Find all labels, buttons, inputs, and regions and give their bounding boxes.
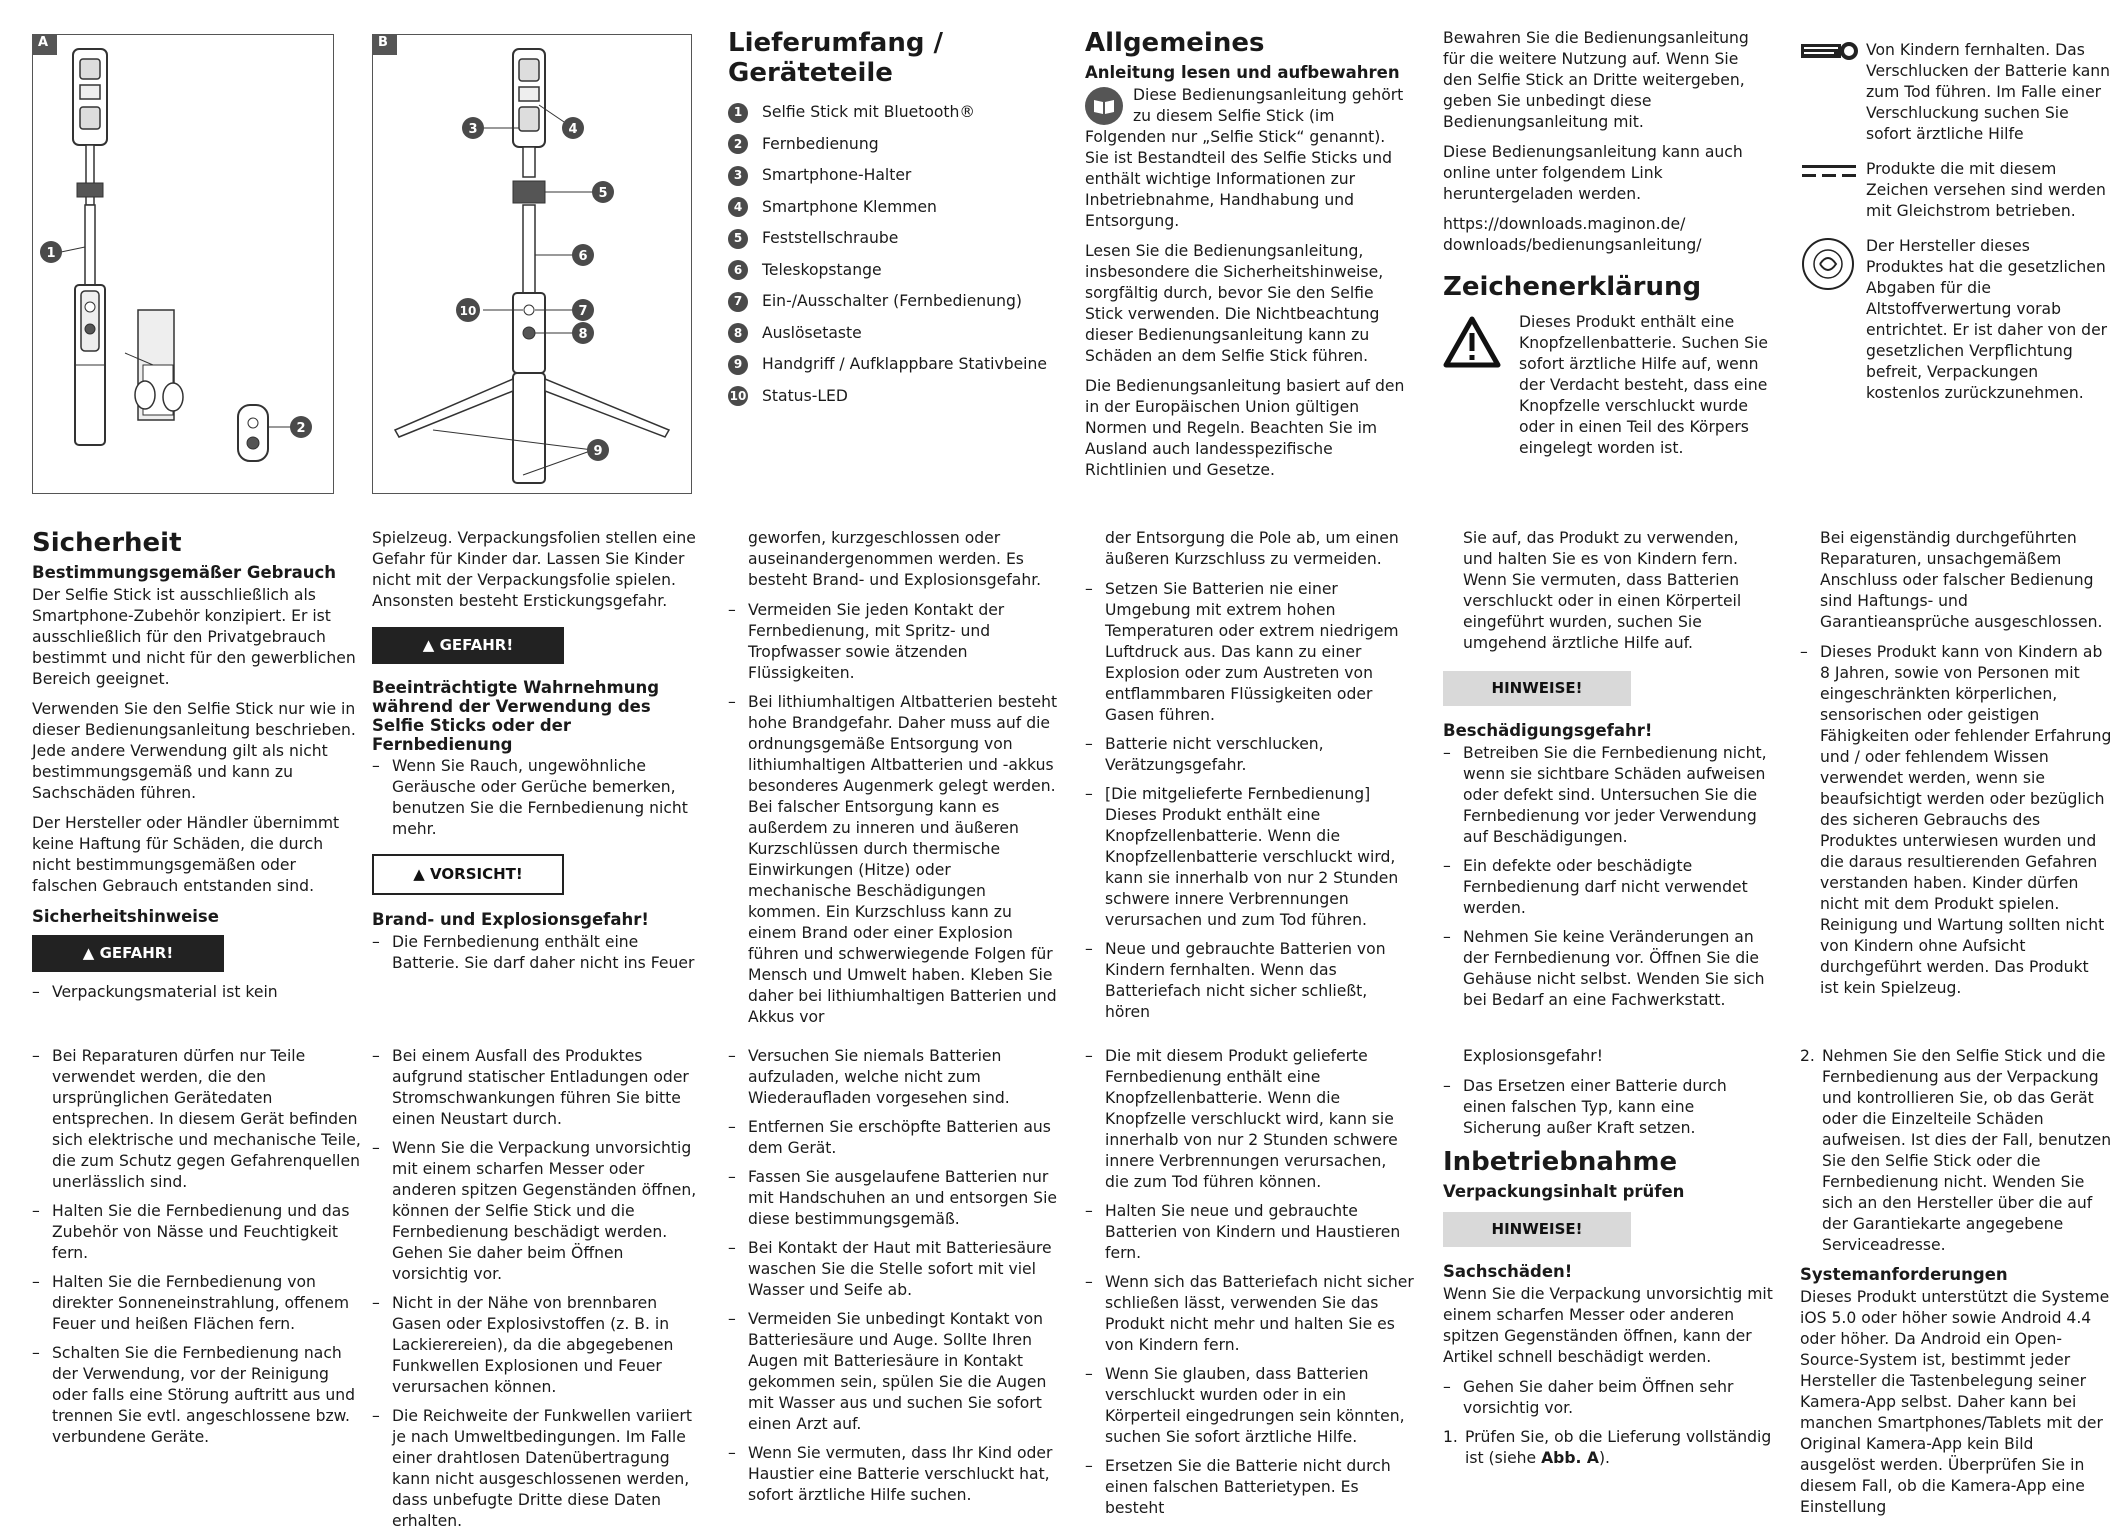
list xyxy=(32,982,362,1003)
list-item: – Wenn sich das Batteriefach nicht sicher schließen lässt, verwenden Sie das Produkt nicht mehr und halten Sie es von Kindern fern. xyxy=(1085,1272,1415,1356)
list-item: – Vermeiden Sie jeden Kontakt der Fernbedienung, mit Spritz- und Tropfwasser sowie ätzenden Flüssigkeiten. xyxy=(728,600,1058,684)
vorsicht-label: VORSICHT! xyxy=(430,865,523,883)
row2-col2 xyxy=(372,528,702,982)
paragraph: geworfen, kurzgeschlossen oder auseinandergenommen werden. Es besteht Brand- und Explosionsgefahr. xyxy=(748,529,1042,589)
zeichen-text: Dieses Produkt enthält eine Knopfzellenbatterie. Suchen Sie sofort ärztliche Hilfe auf, wenn der Verdacht besteht, dass eine Knopfzelle verschluckt wurde oder in einen Teil des Körpers eingelegt worden ist. xyxy=(1519,313,1768,457)
parts-list xyxy=(728,102,1068,407)
part-number: 1 xyxy=(728,103,748,123)
row3-col4 xyxy=(1085,1046,1415,1527)
list-item xyxy=(728,165,1068,186)
hinweise-badge: HINWEISE! xyxy=(1443,671,1631,706)
part-label: Smartphone-Halter xyxy=(762,166,912,184)
step-text: Prüfen Sie, ob die Lieferung vollständig ist (siehe xyxy=(1465,1428,1772,1467)
paragraph: Sie auf, das Produkt zu verwenden, und halten Sie es von Kindern fern. Wenn Sie vermuten, dass Batterien verschluckt oder in einen Körperteil eingeführt wurden, suchen Sie umgehend ärztliche Hilfe auf. xyxy=(1463,529,1742,652)
list-item: – Halten Sie die Fernbedienung und das Zubehör von Nässe und Feuchtigkeit fern. xyxy=(32,1201,362,1264)
allgemeines-paragraph-2: Lesen Sie die Bedienungsanleitung, insbesondere die Sicherheitshinweise, sorgfältig durch, bevor Sie den Selfie Stick verwenden. Die Nichtbeachtung dieser Bedienungsanleitung kann zu Schäden an dem Selfie Stick führen. xyxy=(1085,242,1384,365)
list-item: – Neue und gebrauchte Batterien von Kindern fernhalten. Wenn das Batteriefach nicht sicher schließt, hören xyxy=(1085,939,1415,1023)
list-item: – Ersetzen Sie die Batterie nicht durch einen falschen Batterietypen. Es besteht xyxy=(1085,1456,1415,1519)
list-item: – Verpackungsmaterial ist kein xyxy=(32,982,362,1003)
list-item: – Die Fernbedienung enthält eine Batterie. Sie darf daher nicht ins Feuer xyxy=(372,932,702,974)
part-number: 2 xyxy=(728,134,748,154)
sicherheit-title: Sicherheit xyxy=(32,528,182,558)
list-item: – Dieses Produkt kann von Kindern ab 8 Jahren, sowie von Personen mit eingeschränkten körperlichen, sensorischen oder geistigen Fähigkeiten oder fehlender Erfahrung und / oder fehlendem Wissen verwendet werden, wenn sie beaufsichtigt werden oder bezüglich des sicheren Gebrauchs des Produktes unterwiesen wurden und die daraus resultierenden Gefahren verstanden haben. Kinder dürfen nicht mit dem Produkt spielen. Reinigung und Wartung sollten nicht von Kindern ohne Aufsicht durchgeführt werden. Das Produkt ist kein Spielzeug. xyxy=(1800,642,2112,999)
allgemeines-section xyxy=(1085,28,1405,490)
part-number: 4 xyxy=(728,197,748,217)
callout-4: 4 xyxy=(568,122,578,137)
selfie-stick-illustration-b xyxy=(373,35,691,493)
step-text-end: ). xyxy=(1598,1449,1610,1467)
step-item xyxy=(1800,1046,2112,1256)
row3-col1 xyxy=(32,1046,362,1456)
sicherheitshinweise-subtitle: Sicherheitshinweise xyxy=(32,907,219,926)
list-item: – Bei Reparaturen dürfen nur Teile verwendet werden, die den ursprünglichen Gerätedaten entsprechen. In diesem Gerät befinden sich elektrische und mechanische Teile, die zum Schutz gegen Gefahrenquellen unerlässlich sind. xyxy=(32,1046,362,1193)
list xyxy=(32,1046,362,1448)
part-label: Selfie Stick mit Bluetooth® xyxy=(762,103,975,121)
callout-10: 10 xyxy=(459,304,477,318)
paragraph: der Entsorgung die Pole ab, um einen äußeren Kurzschluss zu vermeiden. xyxy=(1105,529,1399,568)
list xyxy=(728,600,1058,1028)
list xyxy=(1800,642,2112,999)
list-item: – Wenn Sie glauben, dass Batterien verschluckt wurden oder in ein Körperteil eingedrungen sein könnten, suchen Sie sofort ärztliche Hilfe. xyxy=(1085,1364,1415,1448)
row2-col5 xyxy=(1443,528,1773,1019)
list xyxy=(728,1046,1058,1506)
paragraph: Der Hersteller oder Händler übernimmt keine Haftung für Schäden, die durch nicht bestimmungsgemäßen oder falschen Gebrauch entstanden sind. xyxy=(32,814,340,895)
list-item: – Bei Kontakt der Haut mit Batteriesäure waschen Sie die Stelle sofort mit viel Wasser und Seife ab. xyxy=(728,1238,1058,1301)
list-item: – Entfernen Sie erschöpfte Batterien aus dem Gerät. xyxy=(728,1117,1058,1159)
steps-list xyxy=(1800,1046,2112,1256)
symbols-section xyxy=(1800,40,2112,418)
allgemeines-paragraph-1 xyxy=(1085,85,1405,232)
list-item: – Bei lithiumhaltigen Altbatterien besteht hohe Brandgefahr. Daher muss auf die ordnungsgemäße Entsorgung von lithiumhaltigen Altbatterien und -akkus besonderes Augenmerk gelegt werden. Bei falscher Entsorgung kann es außerdem zu inneren und äußeren Kurzschlüssen durch thermische Einwirkungen (Hitze) oder mechanische Beschädigungen kommen. Ein Kurzschluss kann zu einem Brand oder einer Explosion führen und schwerwiegende Folgen für Mensch und Umwelt haben. Kleben Sie daher bei lithiumhaltigen Batterien und Akkus vor xyxy=(728,692,1058,1028)
part-number: 7 xyxy=(728,292,748,312)
list-item: – Bei einem Ausfall des Produktes aufgrund statischer Entladungen oder Stromschwankungen führen Sie bitte einen Neustart durch. xyxy=(372,1046,702,1130)
part-label: Fernbedienung xyxy=(762,134,879,153)
figure-a-label: A xyxy=(33,35,57,55)
list-item: – Schalten Sie die Fernbedienung nach der Verwendung, vor der Reinigung oder falls eine Störung auftritt aus und trennen Sie evtl. angeschlossene bzw. verbundene Geräte. xyxy=(32,1343,362,1448)
callout-6: 6 xyxy=(578,249,588,264)
callout-9: 9 xyxy=(593,444,603,459)
bewahren-section xyxy=(1443,28,1768,459)
gefahr-badge xyxy=(372,627,564,664)
symbol-text-3: Der Hersteller dieses Produktes hat die gesetzlichen Abgaben für die Altstoffverwertung vorab entrichtet. Er ist daher von der gesetzlichen Verpflichtung befreit, Verpackungen kostenlos zurückzunehmen. xyxy=(1866,237,2108,402)
figure-b xyxy=(372,34,692,494)
row2-col4 xyxy=(1085,528,1415,1031)
list-item: – Die mit diesem Produkt gelieferte Fernbedienung enthält eine Knopfzellenbatterie. Wenn die Knopfzelle verschluckt wird, kann sie innerhalb von nur 2 Stunden schwere innere Verbrennungen verursachen, die zum Tod führen können. xyxy=(1085,1046,1415,1193)
list-item: – Wenn Sie Rauch, ungewöhnliche Geräusche oder Gerüche bemerken, benutzen Sie die Fernbedienung nicht mehr. xyxy=(372,756,702,840)
list xyxy=(372,756,702,840)
callout-7: 7 xyxy=(578,304,588,319)
figure-a xyxy=(32,34,334,494)
part-number: 6 xyxy=(728,260,748,280)
gefahr-badge xyxy=(32,935,224,972)
row3-col5 xyxy=(1443,1046,1773,1477)
part-number: 10 xyxy=(728,386,748,406)
step-number: 1. xyxy=(1443,1428,1458,1446)
list-item xyxy=(728,134,1068,155)
row3-col3 xyxy=(728,1046,1058,1514)
part-label: Status-LED xyxy=(762,386,848,405)
verpackungsinhalt-subtitle: Verpackungsinhalt prüfen xyxy=(1443,1182,1685,1201)
symbol-entry-dc xyxy=(1800,159,2112,222)
step-text: Nehmen Sie den Selfie Stick und die Fernbedienung aus der Verpackung und kontrollieren Sie, ob das Gerät oder die Einzelteile Schäden aufweisen. Ist dies der Fall, benutzen Sie den Selfie Stick oder die Fernbedienung nicht. Wenden Sie sich an den Hersteller über die auf der Garantiekarte angegebene Serviceadresse. xyxy=(1822,1047,2112,1254)
list-item: – Wenn Sie die Verpackung unvorsichtig mit einem scharfen Messer oder anderen spitzen Gegenständen öffnen, können der Selfie Stick und die Fernbedienung beschädigt werden. Gehen Sie daher beim Öffnen vorsichtig vor. xyxy=(372,1138,702,1285)
part-label: Handgriff / Aufklappbare Stativbeine xyxy=(762,355,1047,373)
warning-triangle-icon xyxy=(1443,312,1519,459)
list xyxy=(1085,579,1415,1023)
part-label: Smartphone Klemmen xyxy=(762,197,937,216)
row2-col1 xyxy=(32,528,362,1011)
beschaedigung-subtitle: Beschädigungsgefahr! xyxy=(1443,721,1653,740)
list-item: – Setzen Sie Batterien nie einer Umgebung mit extrem hohen Temperaturen oder extrem niedrigem Luftdruck aus. Das kann zu einer Explosion oder zum Austreten von entflammbaren Flüssigkeiten oder Gasen führen. xyxy=(1085,579,1415,726)
list-item: – Versuchen Sie niemals Batterien aufzuladen, welche nicht zum Wiederaufladen vorgesehen sind. xyxy=(728,1046,1058,1109)
steps-list xyxy=(1443,1427,1773,1469)
paragraph: Verwenden Sie den Selfie Stick nur wie in dieser Bedienungsanleitung beschrieben. Jede andere Verwendung gilt als nicht bestimmungsgemäß und kann zu Sachschäden führen. xyxy=(32,700,356,802)
paragraph: Explosionsgefahr! xyxy=(1463,1047,1603,1065)
selfie-stick-illustration-a xyxy=(33,35,333,493)
list xyxy=(1443,1076,1773,1139)
callout-2: 2 xyxy=(296,421,306,436)
warning-icon: ▲ xyxy=(82,944,100,962)
zeichen-entry xyxy=(1443,312,1768,459)
callout-3: 3 xyxy=(468,122,478,137)
symbol-text-1: Von Kindern fernhalten. Das Verschlucken der Batterie kann zum Tod führen. Im Falle einer Verschluckung suchen Sie sofort ärztliche Hilfe xyxy=(1866,41,2111,143)
part-label: Feststellschraube xyxy=(762,229,899,247)
symbol-entry-recycling xyxy=(1800,236,2112,404)
hinweise-badge: HINWEISE! xyxy=(1443,1212,1631,1247)
allgemeines-title: Allgemeines xyxy=(1085,28,1265,58)
callout-5: 5 xyxy=(598,186,608,201)
list-item xyxy=(728,228,1068,249)
list-item xyxy=(728,260,1068,281)
zeichen-title: Zeichenerklärung xyxy=(1443,272,1702,302)
direct-current-icon xyxy=(1800,159,1866,187)
warning-icon: ▲ xyxy=(413,865,431,883)
lieferumfang-section xyxy=(728,28,1068,417)
list-item xyxy=(728,102,1068,123)
part-label: Ein-/Ausschalter (Fernbedienung) xyxy=(762,292,1022,310)
paragraph: Wenn Sie die Verpackung unvorsichtig mit einem scharfen Messer oder anderen spitzen Gegenständen öffnen, kann der Artikel schnell beschädigt werden. xyxy=(1443,1285,1773,1366)
list xyxy=(1443,743,1773,1011)
list-item xyxy=(728,291,1068,312)
paragraph: Dieses Produkt unterstützt die Systeme iOS 5.0 oder höher sowie Android 4.4 oder höher. Da Android ein Open-Source-System ist, bestimmt jeder Hersteller die Tastenbelegung seiner Kamera-App selbst. Daher kann bei manchen Smartphones/Tablets mit der Original Kamera-App kein Bild ausgelöst werden. Überprüfen Sie in diesem Fall, ob die Kamera-App eine Einstellung xyxy=(1800,1288,2110,1516)
list-item: – Wenn Sie vermuten, dass Ihr Kind oder Haustier eine Batterie verschluckt hat, sofort ärztliche Hilfe suchen. xyxy=(728,1443,1058,1506)
list-item: – Gehen Sie daher beim Öffnen sehr vorsichtig vor. xyxy=(1443,1377,1773,1419)
list-item: – Halten Sie neue und gebrauchte Batterien von Kindern und Haustieren fern. xyxy=(1085,1201,1415,1264)
step-item xyxy=(1443,1427,1773,1469)
allgemeines-paragraph-3: Die Bedienungsanleitung basiert auf den in der Europäischen Union gültigen Normen und Regeln. Beachten Sie im Ausland auch landesspezifische Richtlinien und Gesetze. xyxy=(1085,377,1405,479)
figure-ref: Abb. A xyxy=(1541,1449,1599,1467)
download-link[interactable]: https://downloads.maginon.de/ downloads/bedienungsanleitung/ xyxy=(1443,215,1702,254)
vorsicht-badge xyxy=(372,854,564,895)
figure-b-label: B xyxy=(373,35,397,55)
paragraph: Der Selfie Stick ist ausschließlich als Smartphone-Zubehör konzipiert. Er ist ausschließlich für den Privatgebrauch bestimmt und nicht für den gewerblichen Bereich geeignet. xyxy=(32,586,356,688)
list-item: – Nicht in der Nähe von brennbaren Gasen oder Explosivstoffen (z. B. in Lackierereien), da die abgegebenen Funkwellen Explosionen und Feuer verursachen können. xyxy=(372,1293,702,1398)
list-item: – Vermeiden Sie unbedingt Kontakt von Batteriesäure und Auge. Sollte Ihren Augen mit Batteriesäure in Kontakt gekommen sein, spülen Sie die Augen mit Wasser aus und suchen Sie sofort einen Arzt auf. xyxy=(728,1309,1058,1435)
part-number: 5 xyxy=(728,229,748,249)
systemanforderungen-subtitle: Systemanforderungen xyxy=(1800,1265,2008,1284)
lieferumfang-title: Lieferumfang / Geräteteile xyxy=(728,28,944,88)
part-number: 8 xyxy=(728,323,748,343)
list-item: – Die Reichweite der Funkwellen variiert je nach Umweltbedingungen. Im Falle einer drahtlosen Datenübertragung kann nicht ausgeschlossenen werden, dass unbefugte Dritte diese Daten erhalten. xyxy=(372,1406,702,1532)
wahrnehmung-subtitle: Beeinträchtigte Wahrnehmung während der Verwendung des Selfie Sticks oder der Fernbedienung xyxy=(372,678,660,754)
list-item: – Batterie nicht verschlucken, Verätzungsgefahr. xyxy=(1085,734,1415,776)
inbetriebnahme-title: Inbetriebnahme xyxy=(1443,1147,1678,1177)
list-item xyxy=(728,354,1068,375)
list-item: – Halten Sie die Fernbedienung von direkter Sonneneinstrahlung, offenem Feuer und heißen Flächen fern. xyxy=(32,1272,362,1335)
list-item: – Betreiben Sie die Fernbedienung nicht, wenn sie sichtbare Schäden aufweisen oder defekt sind. Untersuchen Sie die Fernbedienung vor jeder Verwendung auf Beschädigungen. xyxy=(1443,743,1773,848)
list-item: – Nehmen Sie keine Veränderungen an der Fernbedienung vor. Öffnen Sie die Gehäuse nicht selbst. Wenden Sie sich bei Bedarf an eine Fachwerkstatt. xyxy=(1443,927,1773,1011)
list-item: – Fassen Sie ausgelaufene Batterien nur mit Handschuhen an und entsorgen Sie diese bestimmungsgemäß. xyxy=(728,1167,1058,1230)
list-item: – Ein defekte oder beschädigte Fernbedienung darf nicht verwendet werden. xyxy=(1443,856,1773,919)
part-label: Teleskopstange xyxy=(762,260,882,279)
list-item: – [Die mitgelieferte Fernbedienung] Dieses Produkt enthält eine Knopfzellenbatterie. Wenn die Knopfzellenbatterie verschluckt wird, kann sie innerhalb von nur 2 Stunden schwere innere Verbrennungen verursachen und zum Tod führen. xyxy=(1085,784,1415,931)
row2-col6 xyxy=(1800,528,2112,1007)
paragraph: Spielzeug. Verpackungsfolien stellen eine Gefahr für Kinder dar. Lassen Sie Kinder nicht mit der Verpackungsfolie spielen. Ansonsten besteht Erstickungsgefahr. xyxy=(372,529,696,610)
row3-col2 xyxy=(372,1046,702,1533)
part-number: 9 xyxy=(728,355,748,375)
paragraph: Bei eigenständig durchgeführten Reparaturen, unsachgemäßem Anschluss oder falscher Bedienung sind Haftungs- und Garantieansprüche ausgeschlossen. xyxy=(1820,529,2103,631)
bewahren-paragraph-1: Bewahren Sie die Bedienungsanleitung für die weitere Nutzung auf. Wenn Sie den Selfie Stick an Dritte weitergeben, geben Sie unbedingt diese Bedienungsanleitung mit. xyxy=(1443,29,1749,131)
part-label: Auslösetaste xyxy=(762,323,862,342)
part-number: 3 xyxy=(728,166,748,186)
list-item xyxy=(728,323,1068,344)
gefahr-label: GEFAHR! xyxy=(99,944,174,962)
brand-subtitle: Brand- und Explosionsgefahr! xyxy=(372,910,649,929)
row2-col3 xyxy=(728,528,1058,1036)
list-item xyxy=(728,197,1068,218)
list-item xyxy=(728,386,1068,407)
bestimmung-subtitle: Bestimmungsgemäßer Gebrauch xyxy=(32,563,337,582)
gefahr-label: GEFAHR! xyxy=(439,636,514,654)
step-number: 2. xyxy=(1800,1047,1815,1065)
warning-icon: ▲ xyxy=(422,636,440,654)
keep-away-children-icon xyxy=(1800,40,1866,68)
list-item: – Das Ersetzen einer Batterie durch einen falschen Typ, kann eine Sicherung außer Kraft setzen. xyxy=(1443,1076,1773,1139)
list xyxy=(1085,1046,1415,1519)
symbol-text-2: Produkte die mit diesem Zeichen versehen sind werden mit Gleichstrom betrieben. xyxy=(1866,160,2106,220)
list xyxy=(1443,1377,1773,1419)
list xyxy=(372,932,702,974)
allgemeines-text-1: Diese Bedienungsanleitung gehört zu diesem Selfie Stick (im Folgenden nur „Selfie Stick“ genannt). Sie ist Bestandteil des Selfie Sticks und enthält wichtige Informationen zur Inbetriebnahme, Handhabung und Entsorgung. xyxy=(1085,86,1404,230)
recycling-seal-icon xyxy=(1800,236,1866,298)
bewahren-paragraph-2: Diese Bedienungsanleitung kann auch online unter folgendem Link heruntergeladen werden. xyxy=(1443,143,1743,203)
callout-8: 8 xyxy=(578,327,588,342)
sachschaeden-subtitle: Sachschäden! xyxy=(1443,1262,1573,1281)
list xyxy=(372,1046,702,1532)
allgemeines-subtitle: Anleitung lesen und aufbewahren xyxy=(1085,63,1400,82)
callout-1: 1 xyxy=(46,246,56,261)
row3-col6 xyxy=(1800,1046,2112,1527)
book-read-icon xyxy=(1085,87,1123,125)
symbol-entry-child-warning xyxy=(1800,40,2112,145)
